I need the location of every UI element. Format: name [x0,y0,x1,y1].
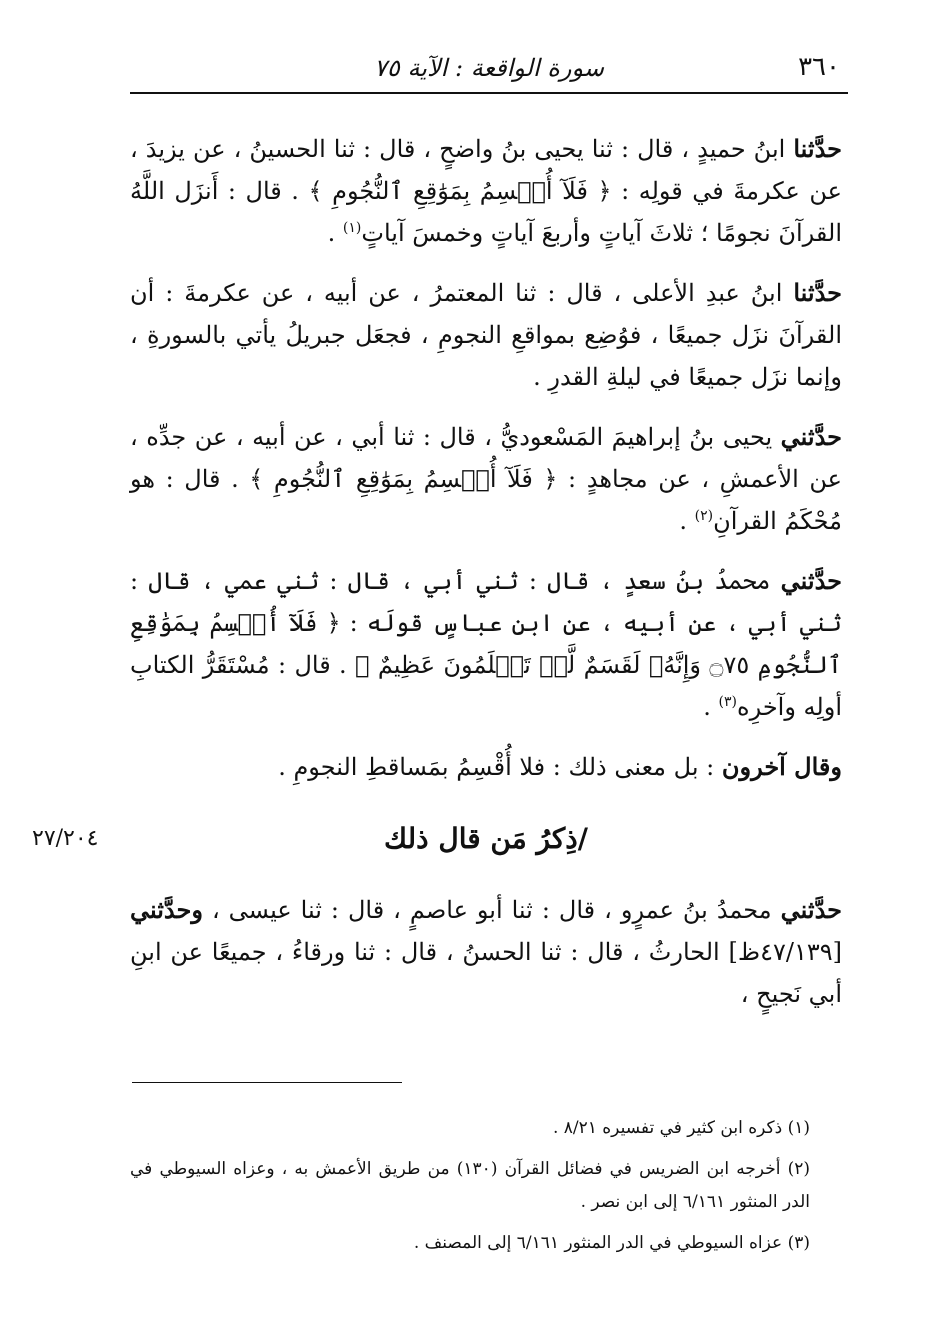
footnote-divider [132,1082,402,1083]
paragraph-text: : بل معنى ذلك : فلا أُقْسِمُ بمَساقطِ النجومِ . [278,753,722,781]
paragraph-lead: حدَّثنا [793,278,842,307]
paragraph-text: محمدُ بنُ سعدٍ ، قال : ثني أبي ، قال : ثني عمي ، قال : ثني أبي ، عن أبيه ، عن ابنِ عباسٍ قولَه : ﴿ فَلَآ أُقۡسِمُ بِمَوَٰقِعِ ٱلنُّجُومِ ۝٧٥ وَإِنَّهُۥ لَقَسَمٌ لَّوۡ تَعۡلَمُونَ عَظِيمٌ ﴾ . قال : مُسْتَقَرُّ الكتابِ أولِه وآخرِه [130,567,842,721]
paragraph-lead: حدَّثني [780,895,842,924]
footnote-ref[interactable]: (٣) [718,694,738,710]
page-number: ٣٦٠ [798,52,840,82]
footnote: (١) ذكره ابن كثير في تفسيره ٨/٢١ . [552,1118,810,1138]
paragraph-end: . [703,693,719,721]
main-text [32,128,842,1033]
paragraph-end: . [679,507,695,535]
paragraph [130,889,842,1015]
paragraph-lead: حدَّثنا [793,134,842,163]
paragraph [130,272,842,398]
paragraph [130,746,842,788]
paragraph-lead: وقال آخرون [721,752,842,781]
paragraph-text: يحيى بنُ إبراهيمَ المَسْعوديُّ ، قال : ثنا أبي ، عن أبيه ، عن جدِّه ، عن الأعمشِ ، عن مجاهدٍ : ﴿ فَلَآ أُقۡسِمُ بِمَوَٰقِعِ ٱلنُّجُومِ ﴾ . قال : هو مُحْكَمُ القرآنِ [130,423,842,535]
footnote: (٢) أخرجه ابن الضريس في فضائل القرآن (١٣٠) من طريق الأعمش به ، وعزاه السيوطي في الدر المنثور ٦/١٦١ إلى ابن نصر . [130,1159,810,1212]
paragraph-lead-secondary: وحدَّثني [130,895,203,924]
section-heading-text: /ذِكرُ مَن قال ذلك [384,822,588,855]
paragraph-lead: حدَّثني [780,422,842,451]
paragraph-text-secondary: [٤٧/١٣٩ظ] الحارثُ ، قال : ثنا الحسنُ ، قال : ثنا ورقاءُ ، جميعًا عن ابنِ أبي نَجيحٍ ، [130,938,842,1008]
footnote-ref[interactable]: (١) [342,220,362,236]
paragraph [130,560,842,728]
footnotes [130,1112,810,1268]
paragraph [130,416,842,542]
footnote: (٣) عزاه السيوطي في الدر المنثور ٦/١٦١ إلى المصنف . [413,1233,810,1253]
page-header [130,40,848,94]
margin-reference: ٢٧/٢٠٤ [32,826,99,851]
paragraph [130,128,842,254]
paragraph-end: . [327,219,343,247]
paragraph-text: ابنُ حميدٍ ، قال : ثنا يحيى بنُ واضحٍ ، قال : ثنا الحسينُ ، عن يزيدَ ، عن عكرمةَ في قولِه : ﴿ فَلَآ أُقۡسِمُ بِمَوَٰقِعِ ٱلنُّجُومِ ﴾ . قال : أَنزَل اللَّهُ القرآنَ نجومًا ؛ ثلاثَ آياتٍ وأربعَ آياتٍ وخمسَ آياتٍ [130,135,842,247]
paragraph-text: ابنُ عبدِ الأعلى ، قال : ثنا المعتمرُ ، عن أبيه ، عن عكرمةَ : أن القرآنَ نزَل جميعًا ، فوُضِع بمواقعِ النجومِ ، فجعَل جبريلُ يأتي بالسورةِ ، وإنما نزَل جميعًا في ليلةِ القدرِ . [130,279,842,391]
running-title: سورة الواقعة : الآية ٧٥ [374,54,604,82]
footnote-ref[interactable]: (٢) [694,508,714,524]
section-heading [32,822,842,855]
paragraph-lead: حدَّثني [780,566,842,595]
paragraph-text: محمدُ بنُ عمرٍو ، قال : ثنا أبو عاصمٍ ، قال : ثنا عيسى ، [202,896,781,924]
